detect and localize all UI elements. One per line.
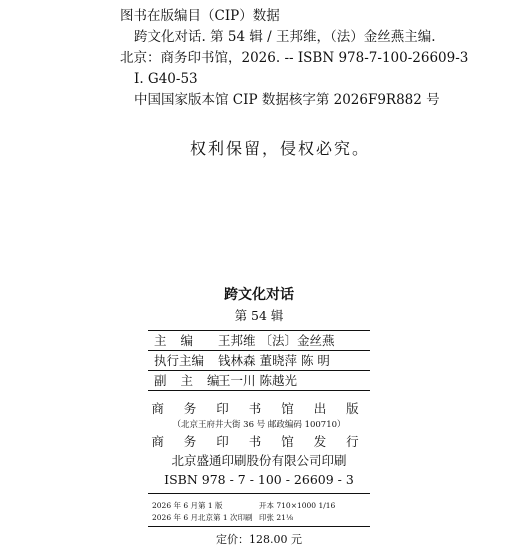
cip-block — [120, 6, 468, 111]
cip-title-line: 跨文化对话. 第 54 辑 / 王邦维，（法）金丝燕主编. — [134, 29, 436, 45]
credit-role: 副主编 — [154, 373, 234, 388]
cip-record-number: 中国国家版本馆 CIP 数据核字第 2026F9R882 号 — [134, 92, 440, 108]
credit-row-editor — [148, 330, 370, 351]
credit-row-deputy-editor — [148, 371, 370, 391]
sheets: 印张 21⅛ — [259, 513, 294, 522]
credit-role: 执行主编 — [154, 353, 205, 368]
cip-heading: 图书在版编目（CIP）数据 — [120, 8, 280, 24]
print-specs — [148, 500, 370, 527]
price: 定价：128.00 元 — [216, 533, 302, 546]
book-title: 跨文化对话 — [224, 287, 294, 303]
edition: 2026 年 6 月第 1 版 — [152, 501, 223, 510]
publisher-address: （北京王府井大街 36 号 邮政编码 100710） — [172, 420, 346, 430]
credit-role: 主编 — [154, 333, 208, 348]
format: 开本 710×1000 1/16 — [259, 501, 336, 510]
rights-notice: 权利保留，侵权必究。 — [190, 139, 371, 158]
credit-names: 王邦维 〔法〕金丝燕 — [218, 333, 335, 348]
printing: 2026 年 6 月北京第 1 次印刷 — [152, 513, 253, 522]
publisher: 商 务 印 书 馆 出 版 — [151, 401, 367, 416]
publication-info — [148, 399, 370, 494]
distributor: 商 务 印 书 馆 发 行 — [151, 434, 367, 449]
printer: 北京盛通印刷股份有限公司印刷 — [171, 453, 347, 468]
volume-number: 第 54 辑 — [234, 308, 284, 323]
cip-publisher-line: 北京：商务印书馆，2026. -- ISBN 978-7-100-26609-3 — [120, 50, 469, 66]
colophon — [148, 286, 370, 547]
credit-names: 钱林森 董晓萍 陈 明 — [218, 353, 330, 368]
cip-classification-line: Ⅰ. G40-53 — [134, 71, 198, 87]
isbn: ISBN 978 - 7 - 100 - 26609 - 3 — [148, 470, 370, 494]
credit-row-executive-editor — [148, 351, 370, 371]
credit-names: 王一川 陈越光 — [218, 373, 297, 388]
